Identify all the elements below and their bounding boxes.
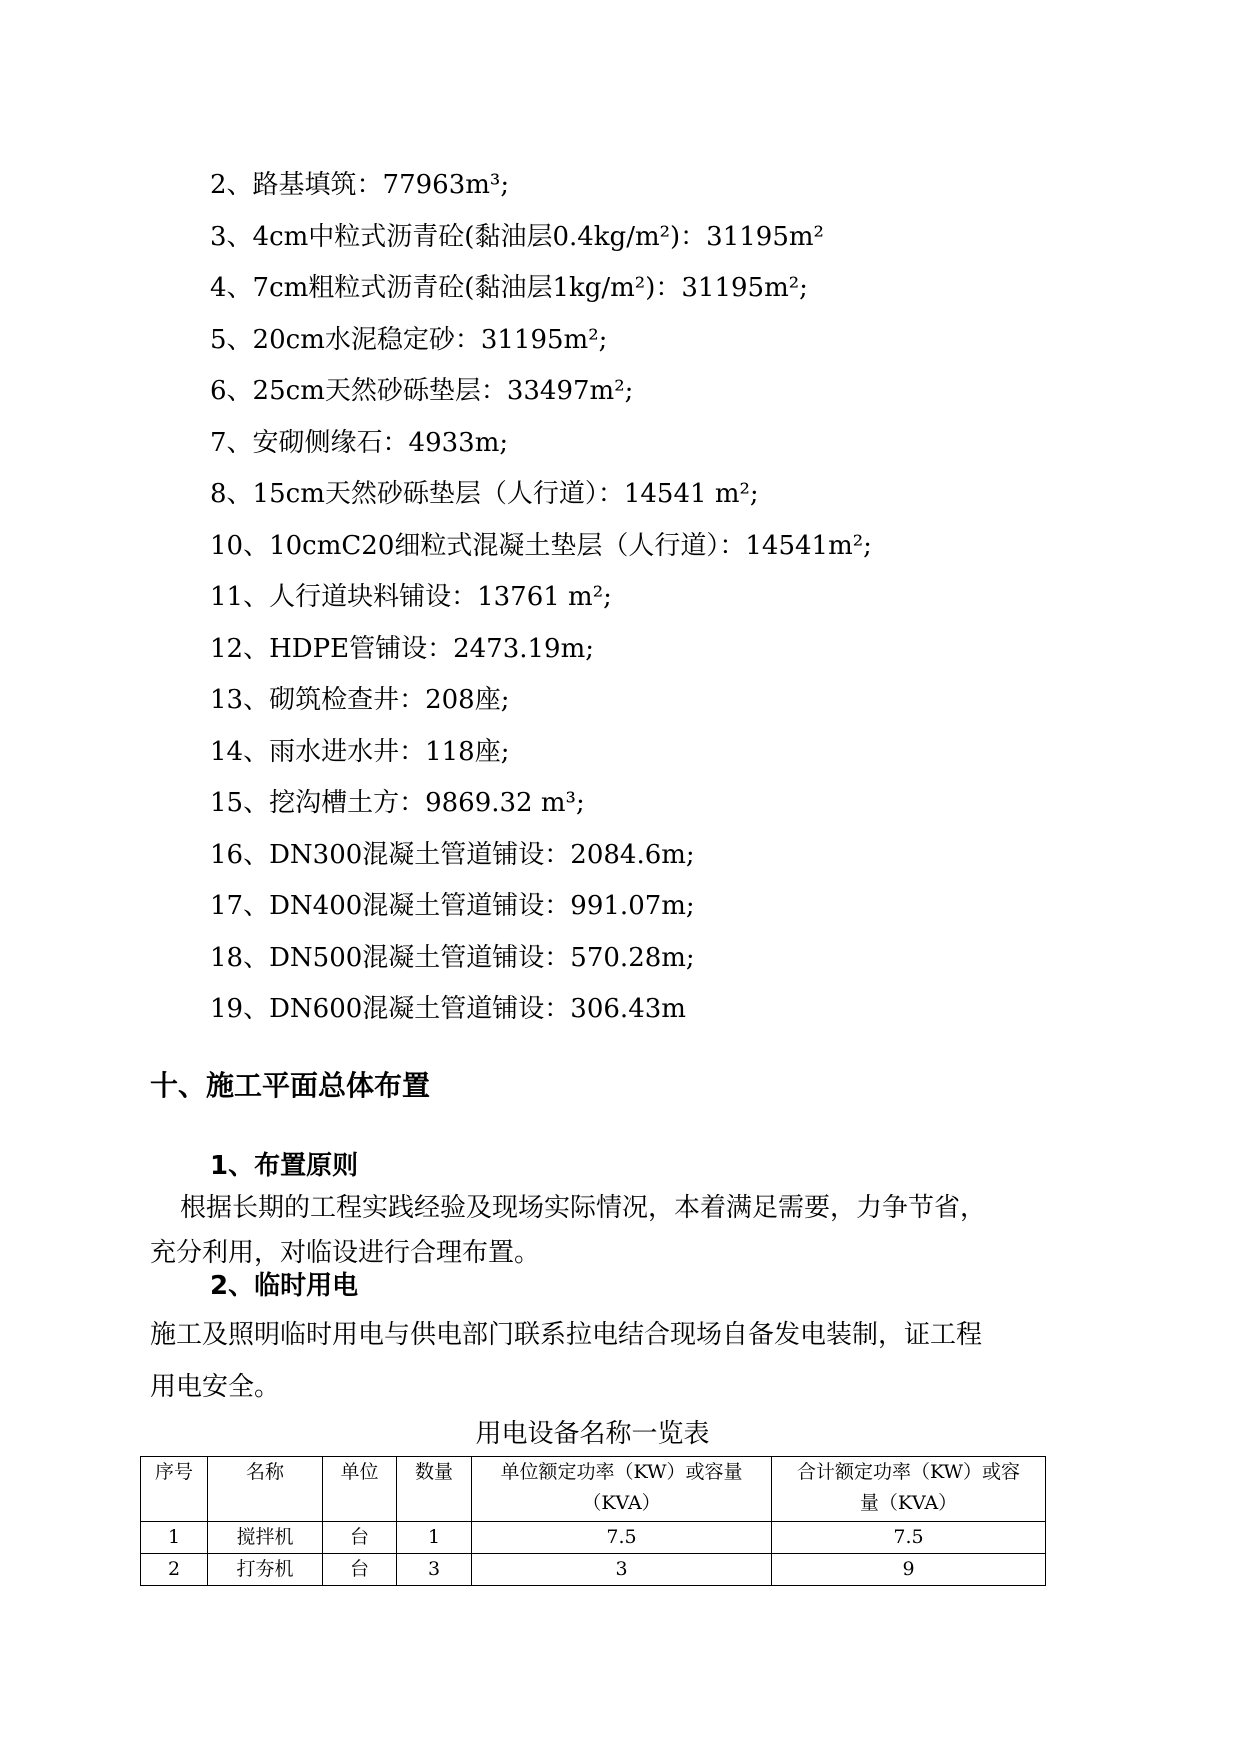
table-cell: 7.5 <box>772 1522 1046 1554</box>
subsection-title-power: 2、临时用电 <box>210 1271 359 1301</box>
list-item: 3、4cm中粒式沥青砼(黏油层0.4kg/m²)：31195m² <box>210 221 824 252</box>
list-item: 6、25cm天然砂砾垫层：33497m²; <box>210 376 634 406</box>
list-item: 14、雨水进水井：118座; <box>210 736 510 767</box>
column-header-line: （KVA） <box>582 1492 661 1514</box>
table-caption: 用电设备名称一览表 <box>475 1419 710 1449</box>
table-cell: 1 <box>397 1522 472 1554</box>
list-item: 4、7cm粗粒式沥青砼(黏油层1kg/m²)：31195m²; <box>210 273 808 303</box>
list-item: 8、15cm天然砂砾垫层（人行道）：14541 m²; <box>210 479 759 509</box>
table-cell: 9 <box>772 1554 1046 1586</box>
table-cell: 2 <box>141 1554 208 1586</box>
paragraph-line: 施工及照明临时用电与供电部门联系拉电结合现场自备发电装制，证工程 <box>150 1320 983 1350</box>
paragraph-line: 用电安全。 <box>150 1372 281 1402</box>
table-cell: 3 <box>397 1554 472 1586</box>
list-item: 15、挖沟槽土方：9869.32 m³; <box>210 788 585 818</box>
column-header <box>472 1457 772 1522</box>
table-cell: 1 <box>141 1522 208 1554</box>
subsection-title-layout: 1、布置原则 <box>210 1151 359 1181</box>
table-row <box>141 1554 1046 1586</box>
list-item: 17、DN400混凝土管道铺设：991.07m; <box>210 891 695 921</box>
list-item: 16、DN300混凝土管道铺设：2084.6m; <box>210 839 695 870</box>
list-item: 19、DN600混凝土管道铺设：306.43m <box>210 994 686 1024</box>
paragraph-line: 根据长期的工程实践经验及现场实际情况，本着满足需要，力争节省， <box>180 1193 987 1223</box>
layout-principle-paragraph <box>150 1186 1090 1276</box>
list-item: 13、砌筑检查井：208座; <box>210 685 510 715</box>
column-header: 单位 <box>323 1457 397 1522</box>
list-item: 2、路基填筑：77963m³; <box>210 170 510 200</box>
column-header-line: 量（KVA） <box>859 1492 958 1514</box>
column-header-line: 单位额定功率（KW）或容量 <box>500 1461 743 1483</box>
column-header-line: 合计额定功率（KW）或容 <box>796 1461 1021 1483</box>
paragraph-line: 充分利用，对临设进行合理布置。 <box>150 1238 541 1268</box>
column-header: 数量 <box>397 1457 472 1522</box>
table-cell: 台 <box>323 1554 397 1586</box>
column-header: 序号 <box>141 1457 208 1522</box>
table-cell: 3 <box>472 1554 772 1586</box>
list-item: 7、安砌侧缘石：4933m; <box>210 427 509 458</box>
table-cell: 搅拌机 <box>208 1522 323 1554</box>
quantity-list <box>210 160 872 1036</box>
section-title: 十、施工平面总体布置 <box>150 1069 431 1102</box>
list-item: 12、HDPE管铺设：2473.19m; <box>210 633 595 664</box>
column-header: 名称 <box>208 1457 323 1522</box>
list-item: 5、20cm水泥稳定砂：31195m²; <box>210 324 608 355</box>
list-item: 11、人行道块料铺设：13761 m²; <box>210 582 612 612</box>
table-row <box>141 1522 1046 1554</box>
table-cell: 7.5 <box>472 1522 772 1554</box>
table-header-row <box>141 1457 1046 1522</box>
list-item: 10、10cmC20细粒式混凝土垫层（人行道）：14541m²; <box>210 530 872 561</box>
temporary-power-paragraph <box>150 1309 1090 1413</box>
table-cell: 打夯机 <box>208 1554 323 1586</box>
column-header <box>772 1457 1046 1522</box>
list-item: 18、DN500混凝土管道铺设：570.28m; <box>210 942 695 973</box>
table-cell: 台 <box>323 1522 397 1554</box>
equipment-table <box>140 1456 1046 1586</box>
